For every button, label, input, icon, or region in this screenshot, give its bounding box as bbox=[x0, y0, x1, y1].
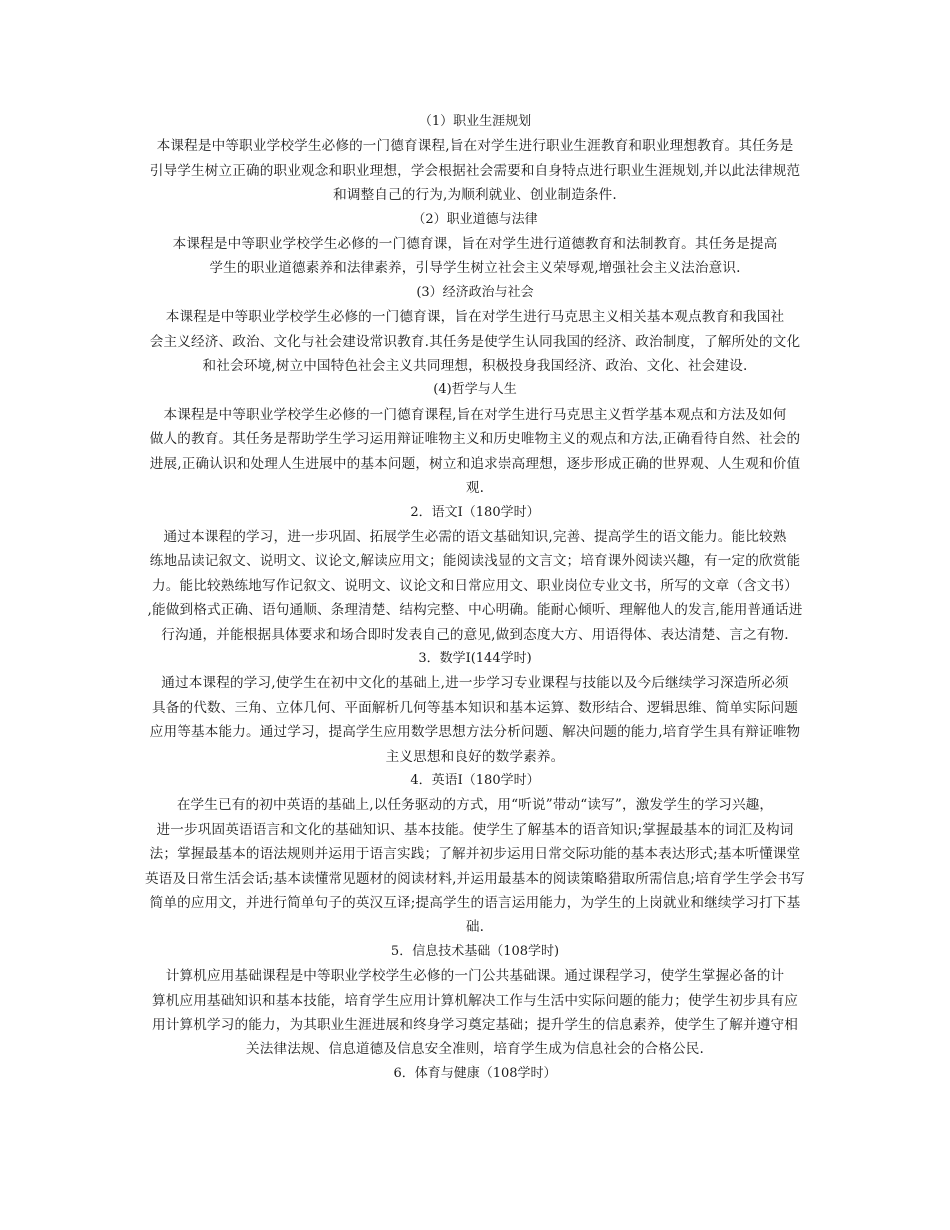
document-body bbox=[138, 110, 812, 1086]
section-paragraph bbox=[138, 232, 812, 281]
paragraph-line: 练地品读记叙文、说明文、议论文,解读应用文；能阅读浅显的文言文；培育课外阅读兴趣，有一定的欣赏能 bbox=[149, 553, 801, 570]
paragraph-line: ,能做到格式正确、语句通顺、条理清楚、结构完整、中心明确。能耐心倾听、理解他人的发言,能用普通话进 bbox=[147, 602, 803, 619]
paragraph-line: 关法律法规、信息道德及信息安全准则，培育学生成为信息社会的合格公民. bbox=[245, 1041, 704, 1058]
paragraph-line: 应用等基本能力。通过学习，提高学生应用数学思想方法分析问题、解决问题的能力,培育学生具有辩证唯物 bbox=[149, 724, 801, 741]
paragraph-line: 本课程是中等职业学校学生必修的一门德育课程,旨在对学生进行职业生涯教育和职业理想教育。其任务是 bbox=[156, 138, 794, 155]
paragraph-line: 本课程是中等职业学校学生必修的一门德育课程,旨在对学生进行马克思主义哲学基本观点和方法及如何 bbox=[163, 406, 787, 423]
paragraph-line: 在学生已有的初中英语的基础上,以任务驱动的方式，用“听说”带动“读写”，激发学生的学习兴趣， bbox=[176, 797, 774, 814]
paragraph-line: 学生的职业道德素养和法律素养，引导学生树立社会主义荣辱观,增强社会主义法治意识. bbox=[209, 260, 741, 277]
paragraph-line: 通过本课程的学习,使学生在初中文化的基础上,进一步学习专业课程与技能以及今后继续学习深造所必须 bbox=[161, 675, 789, 692]
paragraph-line: 主义思想和良好的数学素养。 bbox=[385, 748, 565, 765]
section-paragraph bbox=[138, 134, 812, 207]
paragraph-line: 用计算机学习的能力，为其职业生涯进展和终身学习奠定基础；提升学生的信息素养，使学生了解并遵守相 bbox=[152, 1017, 798, 1034]
section-paragraph bbox=[138, 525, 812, 647]
paragraph-line: 和社会环境,树立中国特色社会主义共同理想，积极投身我国经济、政治、文化、社会建设. bbox=[202, 358, 748, 375]
section-paragraph bbox=[138, 793, 812, 939]
paragraph-line: 础. bbox=[465, 919, 485, 936]
paragraph-line: 具备的代数、三角、立体几何、平面解析几何等基本知识和基本运算、数形结合、逻辑思维、简单实际问题 bbox=[152, 699, 798, 716]
section-heading: （1）职业生涯规划 bbox=[418, 114, 532, 129]
section-heading: 6．体育与健康（108学时） bbox=[393, 1065, 557, 1081]
section-heading: 3．数学Ⅰ(144学时) bbox=[418, 650, 532, 666]
paragraph-line: 法；掌握最基本的语法规则并运用于语言实践；了解并初步运用日常交际功能的基本表达形式;基本听懂课堂 bbox=[149, 846, 801, 863]
section-heading: 5．信息技术基础（108学时) bbox=[390, 943, 560, 959]
paragraph-line: 力。能比较熟练地写作记叙文、说明文、议论文和日常应用文、职业岗位专业文书，所写的文章（含文书） bbox=[152, 577, 798, 594]
section-paragraph bbox=[138, 964, 812, 1062]
paragraph-line: 引导学生树立正确的职业观念和职业理想，学会根据社会需要和自身特点进行职业生涯规划,并以此法律规范 bbox=[149, 162, 801, 179]
section-paragraph bbox=[138, 305, 812, 378]
section-heading: (4)哲学与人生 bbox=[433, 382, 517, 398]
paragraph-line: 英语及日常生活会话;基本读懂常见题材的阅读材料,并运用最基本的阅读策略猎取所需信息;培育学生学会书写 bbox=[145, 870, 805, 887]
section-heading: （2）职业道德与法律 bbox=[412, 211, 538, 227]
section-heading: 4．英语Ⅰ（180学时） bbox=[410, 772, 540, 788]
section-heading: (3）经济政治与社会 bbox=[416, 284, 534, 300]
section-paragraph bbox=[138, 671, 812, 769]
paragraph-line: 会主义经济、政治、文化与社会建设常识教育.其任务是使学生认同我国的经济、政治制度，了解所处的文化 bbox=[149, 333, 801, 350]
section-heading: 2．语文Ⅰ（180学时） bbox=[410, 504, 540, 520]
section-paragraph bbox=[138, 403, 812, 501]
paragraph-line: 通过本课程的学习，进一步巩固、拓展学生必需的语文基础知识,完善、提高学生的语文能力。能比较熟 bbox=[163, 528, 787, 545]
paragraph-line: 和调整自己的行为,为顺利就业、创业制造条件. bbox=[333, 187, 617, 204]
paragraph-line: 进展,正确认识和处理人生进展中的基本问题，树立和追求崇高理想，逐步形成正确的世界观、人生观和价值 bbox=[149, 455, 801, 472]
paragraph-line: 计算机应用基础课程是中等职业学校学生必修的一门公共基础课。通过课程学习，使学生掌握必备的计 bbox=[165, 968, 785, 985]
paragraph-line: 进一步巩固英语语言和文化的基础知识、基本技能。使学生了解基本的语音知识;掌握最基本的词汇及构词 bbox=[156, 821, 794, 838]
paragraph-line: 本课程是中等职业学校学生必修的一门德育课，旨在对学生进行道德教育和法制教育。其任务是提高 bbox=[172, 236, 778, 253]
paragraph-line: 行沟通，并能根据具体要求和场合即时发表自己的意见,做到态度大方、用语得体、表达清楚、言之有物. bbox=[161, 626, 789, 643]
paragraph-line: 观. bbox=[465, 480, 485, 497]
paragraph-line: 本课程是中等职业学校学生必修的一门德育课，旨在对学生进行马克思主义相关基本观点教育和我国社 bbox=[165, 309, 785, 326]
paragraph-line: 简单的应用文，并进行简单句子的英汉互译;提高学生的语言运用能力，为学生的上岗就业和继续学习打下基 bbox=[149, 895, 801, 911]
paragraph-line: 算机应用基础知识和基本技能，培育学生应用计算机解决工作与生活中实际问题的能力；使学生初步具有应 bbox=[152, 992, 798, 1009]
paragraph-line: 做人的教育。其任务是帮助学生学习运用辩证唯物主义和历史唯物主义的观点和方法,正确看待自然、社会的 bbox=[149, 431, 801, 448]
